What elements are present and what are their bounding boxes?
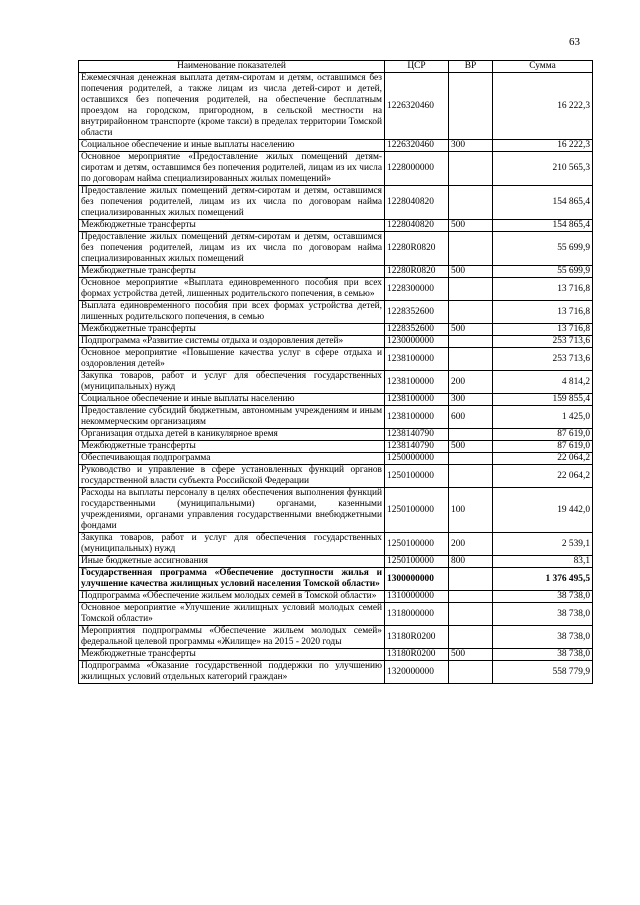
row-vr-cell: 800	[449, 556, 493, 568]
row-csr-cell: 13180R0200	[385, 626, 449, 649]
row-sum-cell: 38 738,0	[493, 591, 593, 603]
table-row	[79, 591, 593, 603]
row-name-cell: Социальное обеспечение и иные выплаты населению	[79, 140, 385, 152]
row-vr-cell: 500	[449, 220, 493, 232]
row-sum-cell: 55 699,9	[493, 232, 593, 266]
row-sum-cell: 558 779,9	[493, 661, 593, 684]
header-vr: ВР	[449, 61, 493, 73]
row-vr-cell	[449, 626, 493, 649]
table-row	[79, 661, 593, 684]
table-row	[79, 488, 593, 533]
row-vr-cell	[449, 278, 493, 301]
row-sum-cell: 2 539,1	[493, 533, 593, 556]
row-vr-cell	[449, 453, 493, 465]
row-vr-cell	[449, 186, 493, 220]
row-name-cell: Выплата единовременного пособия при всех формах устройства детей, лишенных родительского попечения, в семью	[79, 301, 385, 324]
table-row	[79, 429, 593, 441]
row-csr-cell: 1250100000	[385, 556, 449, 568]
table-row	[79, 348, 593, 371]
row-sum-cell: 13 716,8	[493, 324, 593, 336]
row-vr-cell	[449, 348, 493, 371]
row-csr-cell: 1238100000	[385, 371, 449, 394]
row-sum-cell: 1 425,0	[493, 406, 593, 429]
table-row	[79, 336, 593, 348]
row-vr-cell: 500	[449, 324, 493, 336]
row-name-cell: Закупка товаров, работ и услуг для обеспечения государственных (муниципальных) нужд	[79, 371, 385, 394]
row-vr-cell	[449, 336, 493, 348]
row-csr-cell: 12280R0820	[385, 232, 449, 266]
row-sum-cell: 83,1	[493, 556, 593, 568]
row-name-cell: Государственная программа «Обеспечение доступности жилья и улучшение качества жилищных условий населения Томской области»	[79, 568, 385, 591]
row-name-cell: Обеспечивающая подпрограмма	[79, 453, 385, 465]
row-sum-cell: 38 738,0	[493, 603, 593, 626]
table-row	[79, 266, 593, 278]
row-sum-cell: 16 222,3	[493, 140, 593, 152]
row-name-cell: Межбюджетные трансферты	[79, 266, 385, 278]
row-csr-cell: 13180R0200	[385, 649, 449, 661]
table-row	[79, 626, 593, 649]
row-name-cell: Мероприятия подпрограммы «Обеспечение жильем молодых семей» федеральной целевой программы «Жилище» на 2015 - 2020 годы	[79, 626, 385, 649]
row-csr-cell: 1228352600	[385, 301, 449, 324]
row-vr-cell	[449, 429, 493, 441]
row-vr-cell: 200	[449, 533, 493, 556]
row-sum-cell: 4 814,2	[493, 371, 593, 394]
row-name-cell: Основное мероприятие «Выплата единовременного пособия при всех формах устройства детей, лишенных родительского попечения, в семью»	[79, 278, 385, 301]
row-sum-cell: 13 716,8	[493, 301, 593, 324]
row-csr-cell: 1250000000	[385, 453, 449, 465]
row-name-cell: Предоставление жилых помещений детям-сиротам и детям, оставшимся без попечения родителей, лицам из их числа по договорам найма специализированных жилых помещений	[79, 232, 385, 266]
row-sum-cell: 154 865,4	[493, 186, 593, 220]
row-name-cell: Основное мероприятие «Повышение качества услуг в сфере отдыха и оздоровления детей»	[79, 348, 385, 371]
table-row	[79, 453, 593, 465]
table-header-row	[79, 61, 593, 73]
table-row	[79, 152, 593, 186]
row-csr-cell: 1238140790	[385, 441, 449, 453]
row-vr-cell: 300	[449, 394, 493, 406]
row-name-cell: Межбюджетные трансферты	[79, 441, 385, 453]
row-sum-cell: 22 064,2	[493, 465, 593, 488]
row-sum-cell: 19 442,0	[493, 488, 593, 533]
header-name: Наименование показателей	[79, 61, 385, 73]
table-row	[79, 603, 593, 626]
row-vr-cell	[449, 661, 493, 684]
row-name-cell: Иные бюджетные ассигнования	[79, 556, 385, 568]
row-csr-cell: 1250100000	[385, 488, 449, 533]
row-sum-cell: 253 713,6	[493, 348, 593, 371]
row-sum-cell: 1 376 495,5	[493, 568, 593, 591]
row-vr-cell	[449, 152, 493, 186]
row-sum-cell: 253 713,6	[493, 336, 593, 348]
row-csr-cell: 1238140790	[385, 429, 449, 441]
row-csr-cell: 1228300000	[385, 278, 449, 301]
table-row	[79, 465, 593, 488]
row-sum-cell: 38 738,0	[493, 649, 593, 661]
row-name-cell: Организация отдыха детей в каникулярное время	[79, 429, 385, 441]
table-row	[79, 278, 593, 301]
row-vr-cell	[449, 568, 493, 591]
row-vr-cell	[449, 232, 493, 266]
table-row	[79, 232, 593, 266]
row-csr-cell: 1300000000	[385, 568, 449, 591]
page-number: 63	[569, 36, 580, 48]
row-csr-cell: 1228040820	[385, 220, 449, 232]
row-sum-cell: 210 565,3	[493, 152, 593, 186]
row-csr-cell: 1310000000	[385, 591, 449, 603]
row-csr-cell: 1226320460	[385, 73, 449, 140]
table-row	[79, 568, 593, 591]
row-vr-cell: 500	[449, 649, 493, 661]
row-name-cell: Подпрограмма «Обеспечение жильем молодых семей в Томской области»	[79, 591, 385, 603]
table-row	[79, 406, 593, 429]
row-sum-cell: 13 716,8	[493, 278, 593, 301]
header-csr: ЦСР	[385, 61, 449, 73]
row-name-cell: Предоставление субсидий бюджетным, автономным учреждениям и иным некоммерческим организациям	[79, 406, 385, 429]
row-vr-cell	[449, 465, 493, 488]
row-vr-cell: 300	[449, 140, 493, 152]
table-row	[79, 301, 593, 324]
row-name-cell: Межбюджетные трансферты	[79, 649, 385, 661]
row-name-cell: Предоставление жилых помещений детям-сиротам и детям, оставшимся без попечения родителей, лицам из их числа по договорам найма специализированных жилых помещений	[79, 186, 385, 220]
table-row	[79, 73, 593, 140]
row-vr-cell	[449, 73, 493, 140]
table-row	[79, 324, 593, 336]
row-sum-cell: 87 619,0	[493, 441, 593, 453]
row-sum-cell: 38 738,0	[493, 626, 593, 649]
table-row	[79, 649, 593, 661]
row-csr-cell: 1238100000	[385, 394, 449, 406]
row-vr-cell: 100	[449, 488, 493, 533]
row-name-cell: Межбюджетные трансферты	[79, 324, 385, 336]
table-row	[79, 220, 593, 232]
table-row	[79, 533, 593, 556]
row-name-cell: Ежемесячная денежная выплата детям-сиротам и детям, оставшимся без попечения родителей, а также лицам из числа детей-сирот и детей, оставшихся без попечения родителей, на обеспечение бесплатным проездом на городском, пригородном, в сельской местности на внутрирайонном транспорте (кроме такси) в пределах территории Томской области	[79, 73, 385, 140]
row-sum-cell: 22 064,2	[493, 453, 593, 465]
row-csr-cell: 1250100000	[385, 465, 449, 488]
row-name-cell: Социальное обеспечение и иные выплаты населению	[79, 394, 385, 406]
table-row	[79, 556, 593, 568]
row-csr-cell: 12280R0820	[385, 266, 449, 278]
table-row	[79, 394, 593, 406]
row-name-cell: Основное мероприятие «Предоставление жилых помещений детям-сиротам и детям, оставшимся без попечения родителей, лицам из их числа по договорам найма специализированных жилых помещений»	[79, 152, 385, 186]
row-vr-cell: 200	[449, 371, 493, 394]
row-name-cell: Расходы на выплаты персоналу в целях обеспечения выполнения функций государственными (муниципальными) органами, казенными учреждениями, органами управления государственными внебюджетными фондами	[79, 488, 385, 533]
row-csr-cell: 1228000000	[385, 152, 449, 186]
header-sum: Сумма	[493, 61, 593, 73]
row-csr-cell: 1318000000	[385, 603, 449, 626]
table-row	[79, 371, 593, 394]
row-sum-cell: 159 855,4	[493, 394, 593, 406]
row-vr-cell	[449, 301, 493, 324]
table-row	[79, 186, 593, 220]
row-csr-cell: 1250100000	[385, 533, 449, 556]
row-name-cell: Руководство и управление в сфере установленных функций органов государственной власти субъекта Российской Федерации	[79, 465, 385, 488]
row-vr-cell: 500	[449, 441, 493, 453]
row-sum-cell: 16 222,3	[493, 73, 593, 140]
row-name-cell: Подпрограмма «Оказание государственной поддержки по улучшению жилищных условий отдельных категорий граждан»	[79, 661, 385, 684]
row-sum-cell: 154 865,4	[493, 220, 593, 232]
row-csr-cell: 1228040820	[385, 186, 449, 220]
row-csr-cell: 1228352600	[385, 324, 449, 336]
row-name-cell: Закупка товаров, работ и услуг для обеспечения государственных (муниципальных) нужд	[79, 533, 385, 556]
table-row	[79, 441, 593, 453]
row-vr-cell	[449, 591, 493, 603]
row-vr-cell: 500	[449, 266, 493, 278]
row-csr-cell: 1230000000	[385, 336, 449, 348]
row-csr-cell: 1238100000	[385, 348, 449, 371]
row-csr-cell: 1238100000	[385, 406, 449, 429]
budget-table	[78, 60, 593, 684]
row-name-cell: Основное мероприятие «Улучшение жилищных условий молодых семей Томской области»	[79, 603, 385, 626]
row-name-cell: Подпрограмма «Развитие системы отдыха и оздоровления детей»	[79, 336, 385, 348]
table-row	[79, 140, 593, 152]
row-vr-cell	[449, 603, 493, 626]
row-sum-cell: 55 699,9	[493, 266, 593, 278]
row-vr-cell: 600	[449, 406, 493, 429]
row-sum-cell: 87 619,0	[493, 429, 593, 441]
row-name-cell: Межбюджетные трансферты	[79, 220, 385, 232]
row-csr-cell: 1226320460	[385, 140, 449, 152]
row-csr-cell: 1320000000	[385, 661, 449, 684]
